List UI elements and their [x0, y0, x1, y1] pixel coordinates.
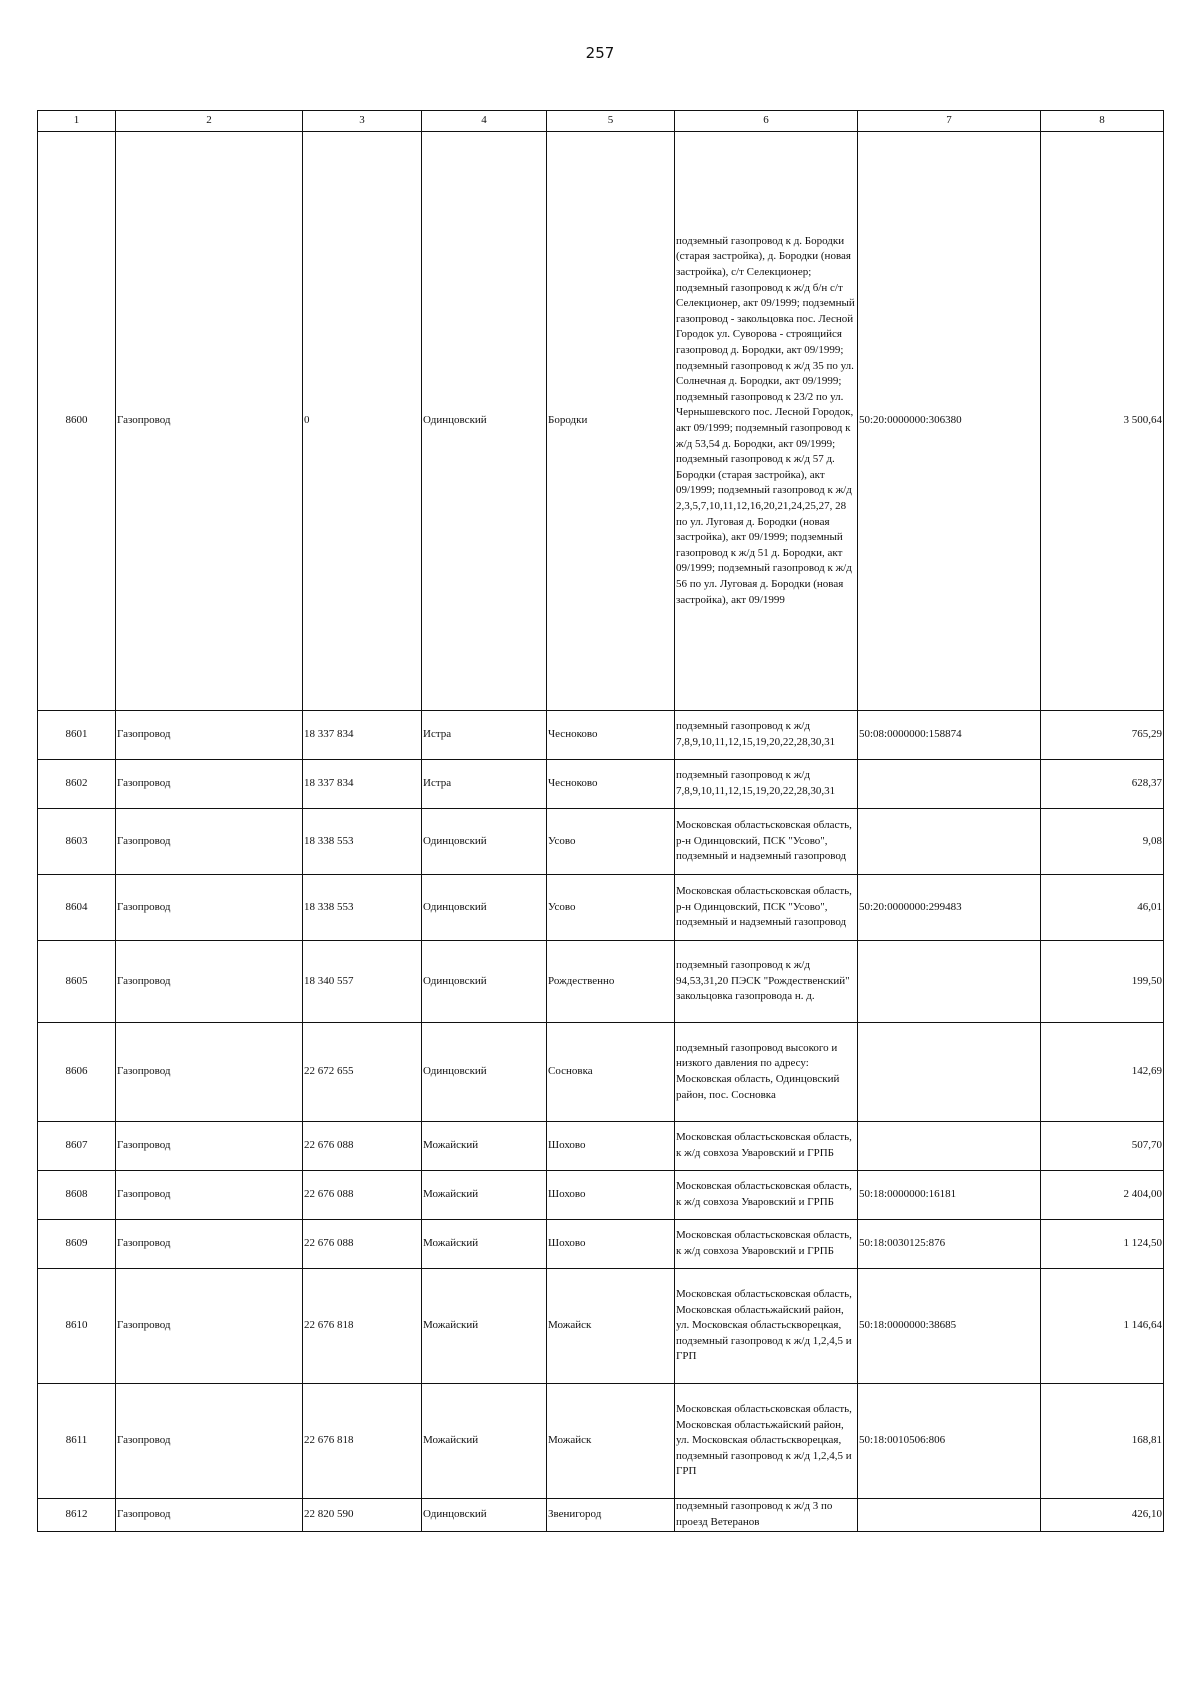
district-cell: Можайский — [422, 1384, 547, 1499]
value-cell: 142,69 — [1041, 1023, 1164, 1122]
row-id-cell: 8604 — [38, 875, 116, 941]
table-row — [38, 941, 1164, 1023]
district-cell: Можайский — [422, 1269, 547, 1384]
row-id-cell: 8608 — [38, 1171, 116, 1220]
value-cell: 9,08 — [1041, 809, 1164, 875]
column-header: 4 — [422, 111, 547, 132]
description-cell: Московская областьсковская область, к ж/д совхоза Уваровский и ГРПБ — [675, 1171, 858, 1220]
object-name-cell: Газопровод — [116, 875, 303, 941]
table-row — [38, 132, 1164, 711]
row-id-cell: 8612 — [38, 1499, 116, 1532]
row-id-cell: 8609 — [38, 1220, 116, 1269]
row-id-cell: 8607 — [38, 1122, 116, 1171]
locality-cell: Можайск — [547, 1269, 675, 1384]
row-id-cell: 8601 — [38, 711, 116, 760]
inventory-code-cell: 18 338 553 — [303, 875, 422, 941]
locality-cell: Рождественно — [547, 941, 675, 1023]
inventory-code-cell: 18 337 834 — [303, 711, 422, 760]
table-row — [38, 711, 1164, 760]
cadastral-number-cell — [858, 1499, 1041, 1532]
row-id-cell: 8600 — [38, 132, 116, 711]
inventory-code-cell: 22 676 088 — [303, 1122, 422, 1171]
description-cell: Московская областьсковская область, р-н Одинцовский, ПСК "Усово", подземный и надземный газопровод — [675, 809, 858, 875]
inventory-code-cell: 18 340 557 — [303, 941, 422, 1023]
value-cell: 1 146,64 — [1041, 1269, 1164, 1384]
district-cell: Одинцовский — [422, 809, 547, 875]
district-cell: Можайский — [422, 1171, 547, 1220]
inventory-code-cell: 22 676 088 — [303, 1171, 422, 1220]
locality-cell: Шохово — [547, 1122, 675, 1171]
cadastral-number-cell: 50:18:0000000:38685 — [858, 1269, 1041, 1384]
object-name-cell: Газопровод — [116, 1023, 303, 1122]
table-row — [38, 875, 1164, 941]
row-id-cell: 8611 — [38, 1384, 116, 1499]
object-name-cell: Газопровод — [116, 1384, 303, 1499]
description-cell: Московская областьсковская область, к ж/д совхоза Уваровский и ГРПБ — [675, 1220, 858, 1269]
table-row — [38, 1269, 1164, 1384]
table-row — [38, 1499, 1164, 1532]
row-id-cell: 8603 — [38, 809, 116, 875]
cadastral-number-cell: 50:18:0000000:16181 — [858, 1171, 1041, 1220]
description-cell: подземный газопровод к ж/д 94,53,31,20 ПЭСК "Рождественский" закольцовка газопровода н. д. — [675, 941, 858, 1023]
table-row — [38, 760, 1164, 809]
value-cell: 628,37 — [1041, 760, 1164, 809]
district-cell: Одинцовский — [422, 941, 547, 1023]
table-row — [38, 1023, 1164, 1122]
column-header: 2 — [116, 111, 303, 132]
district-cell: Можайский — [422, 1122, 547, 1171]
value-cell: 3 500,64 — [1041, 132, 1164, 711]
table-row — [38, 1384, 1164, 1499]
object-name-cell: Газопровод — [116, 1122, 303, 1171]
cadastral-number-cell — [858, 760, 1041, 809]
inventory-code-cell: 0 — [303, 132, 422, 711]
object-name-cell: Газопровод — [116, 941, 303, 1023]
inventory-code-cell: 22 676 818 — [303, 1384, 422, 1499]
description-cell: Московская областьсковская область, р-н Одинцовский, ПСК "Усово", подземный и надземный газопровод — [675, 875, 858, 941]
cadastral-number-cell: 50:18:0010506:806 — [858, 1384, 1041, 1499]
object-name-cell: Газопровод — [116, 809, 303, 875]
value-cell: 1 124,50 — [1041, 1220, 1164, 1269]
locality-cell: Можайск — [547, 1384, 675, 1499]
inventory-code-cell: 22 676 818 — [303, 1269, 422, 1384]
description-cell: подземный газопровод высокого и низкого давления по адресу: Московская область, Одинцовский район, пос. Сосновка — [675, 1023, 858, 1122]
cadastral-number-cell — [858, 941, 1041, 1023]
cadastral-number-cell: 50:18:0030125:876 — [858, 1220, 1041, 1269]
column-header: 5 — [547, 111, 675, 132]
cadastral-number-cell: 50:08:0000000:158874 — [858, 711, 1041, 760]
row-id-cell: 8606 — [38, 1023, 116, 1122]
value-cell: 507,70 — [1041, 1122, 1164, 1171]
table-body — [38, 132, 1164, 1532]
value-cell: 46,01 — [1041, 875, 1164, 941]
object-name-cell: Газопровод — [116, 1220, 303, 1269]
row-id-cell: 8602 — [38, 760, 116, 809]
value-cell: 199,50 — [1041, 941, 1164, 1023]
description-cell: подземный газопровод к ж/д 7,8,9,10,11,12,15,19,20,22,28,30,31 — [675, 760, 858, 809]
registry-table — [37, 110, 1164, 1532]
inventory-code-cell: 22 820 590 — [303, 1499, 422, 1532]
inventory-code-cell: 18 337 834 — [303, 760, 422, 809]
object-name-cell: Газопровод — [116, 711, 303, 760]
locality-cell: Усово — [547, 875, 675, 941]
locality-cell: Бородки — [547, 132, 675, 711]
table-row — [38, 1171, 1164, 1220]
object-name-cell: Газопровод — [116, 1499, 303, 1532]
column-header: 8 — [1041, 111, 1164, 132]
column-header: 6 — [675, 111, 858, 132]
locality-cell: Усово — [547, 809, 675, 875]
column-header: 1 — [38, 111, 116, 132]
page-number: 257 — [585, 44, 615, 62]
inventory-code-cell: 18 338 553 — [303, 809, 422, 875]
value-cell: 426,10 — [1041, 1499, 1164, 1532]
description-cell: подземный газопровод к д. Бородки (старая застройка), д. Бородки (новая застройка), с/т Селекционер; подземный газопровод к ж/д б/н с/т Селекционер, акт 09/1999; подземный газопровод - закольцовка пос. Лесной Городок ул. Суворова - строящийся газопровод д. Бородки, акт 09/1999; подземный газопровод к ж/д 35 по ул. Солнечная д. Бородки, акт 09/1999; подземный газопровод к 23/2 по ул. Чернышевского пос. Лесной Городок, акт 09/1999; подземный газопровод к ж/д 53,54 д. Бородки, акт 09/1999; подземный газопровод к ж/д 57 д. Бородки (старая застройка), акт 09/1999; подземный газопровод к ж/д 2,3,5,7,10,11,12,16,20,21,24,25,27, 28 по ул. Луговая д. Бородки (новая застройка), акт 09/1999; подземный газопровод к ж/д 51 д. Бородки, акт 09/1999; подземный газопровод к ж/д 56 по ул. Луговая д. Бородки (новая застройка), акт 09/1999 — [675, 132, 858, 711]
row-id-cell: 8605 — [38, 941, 116, 1023]
cadastral-number-cell: 50:20:0000000:299483 — [858, 875, 1041, 941]
object-name-cell: Газопровод — [116, 760, 303, 809]
description-cell: подземный газопровод к ж/д 7,8,9,10,11,12,15,19,20,22,28,30,31 — [675, 711, 858, 760]
locality-cell: Шохово — [547, 1220, 675, 1269]
object-name-cell: Газопровод — [116, 132, 303, 711]
district-cell: Можайский — [422, 1220, 547, 1269]
locality-cell: Шохово — [547, 1171, 675, 1220]
description-cell: Московская областьсковская область, к ж/д совхоза Уваровский и ГРПБ — [675, 1122, 858, 1171]
value-cell: 168,81 — [1041, 1384, 1164, 1499]
value-cell: 765,29 — [1041, 711, 1164, 760]
cadastral-number-cell — [858, 1122, 1041, 1171]
row-id-cell: 8610 — [38, 1269, 116, 1384]
description-cell: Московская областьсковская область, Московская областьжайский район, ул. Московская областьскворецкая, подземный газопровод к ж/д 1,2,4,5 и ГРП — [675, 1269, 858, 1384]
district-cell: Истра — [422, 711, 547, 760]
description-cell: Московская областьсковская область, Московская областьжайский район, ул. Московская областьскворецкая, подземный газопровод к ж/д 1,2,4,5 и ГРП — [675, 1384, 858, 1499]
table-row — [38, 809, 1164, 875]
cadastral-number-cell — [858, 1023, 1041, 1122]
locality-cell: Сосновка — [547, 1023, 675, 1122]
locality-cell: Чесноково — [547, 711, 675, 760]
description-cell: подземный газопровод к ж/д 3 по проезд Ветеранов — [675, 1499, 858, 1532]
object-name-cell: Газопровод — [116, 1269, 303, 1384]
object-name-cell: Газопровод — [116, 1171, 303, 1220]
table-row — [38, 1122, 1164, 1171]
inventory-code-cell: 22 672 655 — [303, 1023, 422, 1122]
inventory-code-cell: 22 676 088 — [303, 1220, 422, 1269]
district-cell: Одинцовский — [422, 875, 547, 941]
column-header: 3 — [303, 111, 422, 132]
column-number-row — [38, 111, 1164, 132]
cadastral-number-cell — [858, 809, 1041, 875]
column-header: 7 — [858, 111, 1041, 132]
locality-cell: Звенигород — [547, 1499, 675, 1532]
cadastral-number-cell: 50:20:0000000:306380 — [858, 132, 1041, 711]
value-cell: 2 404,00 — [1041, 1171, 1164, 1220]
table-row — [38, 1220, 1164, 1269]
district-cell: Одинцовский — [422, 1499, 547, 1532]
district-cell: Одинцовский — [422, 1023, 547, 1122]
district-cell: Одинцовский — [422, 132, 547, 711]
locality-cell: Чесноково — [547, 760, 675, 809]
district-cell: Истра — [422, 760, 547, 809]
